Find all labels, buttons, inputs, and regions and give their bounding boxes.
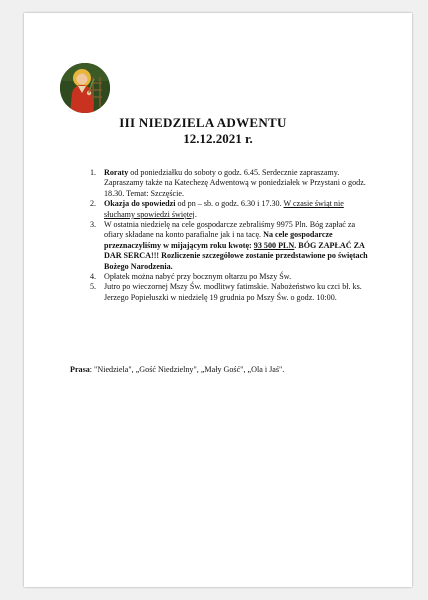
press-titles: : "Niedziela", „Gość Niedzielny", „Mały Gość", „Ola i Jaś". (89, 365, 285, 374)
notice-item (90, 168, 374, 199)
notice-text-segment: Na cele gospodarcze przeznaczyliśmy w mijającym roku kwotę: (104, 230, 333, 250)
notice-text-segment: . BÓG ZAPŁAĆ ZA DAR SERCA!!! Rozliczenie szczegółowe zostanie przedstawione po świętach Bożego Narodzenia. (104, 240, 368, 271)
notice-number: 2. (90, 199, 97, 209)
notice-text-segment: W ostatnia niedzielę na cele gospodarcze zebraliśmy 9975 Pln. Bóg zapłać za ofiary składane na konto parafialne jak i na tacę. (104, 220, 356, 240)
title-date: 12.12.2021 r. (183, 131, 253, 146)
notice-text-segment: Opłatek można nabyć przy bocznym ołtarzu po Mszy Św. (104, 272, 292, 282)
page-title (24, 115, 412, 147)
document-page (24, 13, 412, 587)
notice-text-segment: Jutro po wieczornej Mszy Św. modlitwy fatimskie. Nabożeństwo ku czci bł. ks. Jerzego Popiełuszki w niedzielę 19 grudnia po Mszy Św. o godz. 10:00. (104, 282, 362, 302)
notice-item (90, 220, 374, 272)
notice-number: 3. (90, 220, 97, 230)
notice-text-segment: Okazja do spowiedzi (104, 199, 176, 209)
saint-lawrence-icon (60, 63, 110, 113)
press-label: Prasa (70, 365, 90, 374)
notice-text-segment: Roraty (104, 168, 129, 177)
notice-text-segment: W czasie świąt nie słuchamy spowiedzi świętej (104, 199, 344, 219)
notice-text-segment: od poniedziałku do soboty o godz. 6.45. Serdecznie zapraszamy. Zapraszamy także na Katechezę Adwentową w poniedziałek w Przystani o godz. 18.30. Temat: Szczęście. (104, 168, 366, 198)
notice-number: 5. (90, 282, 97, 292)
title-line-1: III NIEDZIELA ADWENTU (119, 115, 287, 130)
notice-text-segment: . (194, 209, 197, 219)
notice-number: 1. (90, 168, 97, 177)
notice-text-segment: od pn – sb. o godz. 6.30 i 17.30. (175, 199, 284, 209)
notice-item (90, 272, 374, 282)
notice-item (90, 282, 374, 303)
notice-text-segment: 93 500 PLN (253, 240, 295, 250)
press-line (70, 365, 390, 375)
notice-number: 4. (90, 272, 97, 282)
notice-item (90, 199, 374, 220)
notices-list (90, 168, 374, 303)
